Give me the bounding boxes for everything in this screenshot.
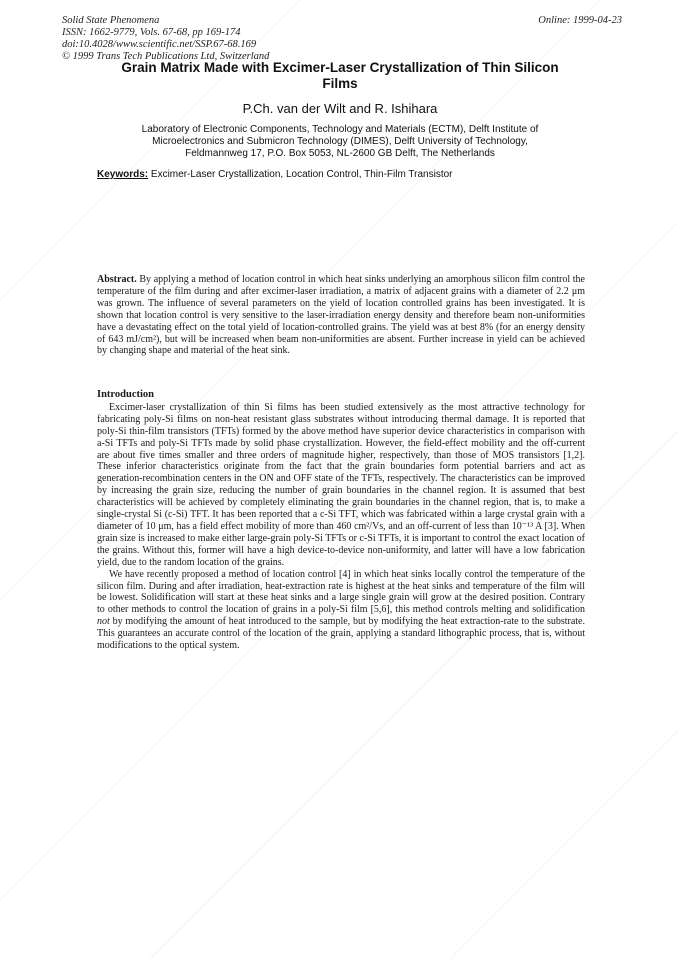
section-heading: Introduction [97, 389, 154, 400]
keywords-text: Excimer-Laser Crystallization, Location Control, Thin-Film Transistor [150, 169, 453, 180]
keywords [97, 169, 597, 180]
paper-title-line-2: Films [322, 76, 358, 91]
paper-title-line-1: Grain Matrix Made with Excimer-Laser Crystallization of Thin Silicon [121, 60, 559, 75]
copyright-line: © 1999 Trans Tech Publications Ltd, Switzerland [62, 51, 270, 62]
issn-line: ISSN: 1662-9779, Vols. 67-68, pp 169-174 [62, 27, 241, 38]
abstract-text: By applying a method of location control in which heat sinks underlying an amorphous silicon film control the temperature of the film during and after excimer-laser irradiation, a matrix of adjacent grains with a diameter of 2.2 μm was grown. The influence of several parameters on the yield of location controlled grains has been investigated. It is shown that location control is very sensitive to the laser-irradiation energy density and therefore beam non-uniformities have a devastating effect on the total yield of location-controlled grains. The yield was at best 8% (for an energy density of 643 mJ/cm²), but will be increased when beam non-uniformities are absent. Further increase in yield can be achieved by changing shape and material of the heat sink. [97, 274, 585, 357]
affiliation [80, 124, 600, 160]
journal-header [62, 15, 269, 63]
doi-line: doi:10.4028/www.scientific.net/SSP.67-68.169 [62, 39, 257, 50]
online-date: Online: 1999-04-23 [538, 15, 622, 26]
keywords-label: Keywords: [97, 169, 149, 180]
emphasis-text: not [97, 616, 110, 628]
paragraph: Excimer-laser crystallization of thin Si films has been studied extensively as the most attractive technology for fabricating poly-Si films on non-heat resistant glass substrates without introducing thermal damage. It is reported that poly-Si thin-film transistors (TFTs) formed by the above method have superior device characteristics in comparison with a-Si TFTs and poly-Si TFTs made by solid phase crystallization. However, the field-effect mobility and the off-current are about five times smaller and three orders of magnitude higher, respectively, than those of MOS transistors [1,2]. These inferior characteristics originate from the fact that the grain boundaries form potential barriers and act as generation-recombination centers in the ON and OFF state of the TFTs, respectively. The characteristics can be improved by increasing the grain size, reducing the number of grain boundaries in the channel region. It is assumed that best characteristics will be achieved by completely eliminating the grain boundaries in the channel region, that is, to make a single-crystal Si (c-Si) TFT. It has been reported that a c-Si TFT, which was fabricated within a large crystal grain with a diameter of 10 μm, has a field effect mobility of more than 460 cm²/Vs, and an off-current of less than 10⁻¹³ A [3]. When grain size is increased to make either large-grain poly-Si TFTs or c-Si TFTs, it is important to control the exact location of the grains. Without this, former will have a high device-to-device non-uniformity, and latter will have a low fabrication yield, due to the random location of the grains. [97, 401, 585, 568]
authors: P.Ch. van der Wilt and R. Ishihara [242, 101, 438, 116]
affiliation-line-1: Laboratory of Electronic Components, Technology and Materials (ECTM), Delft Institute of [141, 124, 539, 135]
abstract [97, 274, 585, 357]
paper-title [60, 60, 620, 92]
introduction-section [97, 389, 585, 652]
abstract-label: Abstract. [97, 274, 137, 285]
paragraph-text: by modifying the amount of heat introduced to the sample, but by modifying the heat extraction-rate to the substrate. This guarantees an accurate control of the location of the grain, applying a standard lithographic process, that is, without modifications to the optical system. [97, 616, 585, 652]
affiliation-line-3: Feldmannweg 17, P.O. Box 5053, NL-2600 GB Delft, The Netherlands [185, 148, 495, 159]
paragraph [97, 569, 585, 652]
affiliation-line-2: Microelectronics and Submicron Technology (DIMES), Delft University of Technology, [152, 136, 528, 147]
paragraph-text: We have recently proposed a method of location control [4] in which heat sinks locally control the temperature of the silicon film. During and after irradiation, heat-extraction rate is highest at the heat sinks and temperature of the film will be lowest. Solidification will start at these heat sinks and a large single grain will grow at the desired position. Contrary to other methods to control the location of grains in a poly-Si film [5,6], this method controls melting and solidification [97, 568, 585, 616]
journal-name: Solid State Phenomena [62, 15, 160, 26]
